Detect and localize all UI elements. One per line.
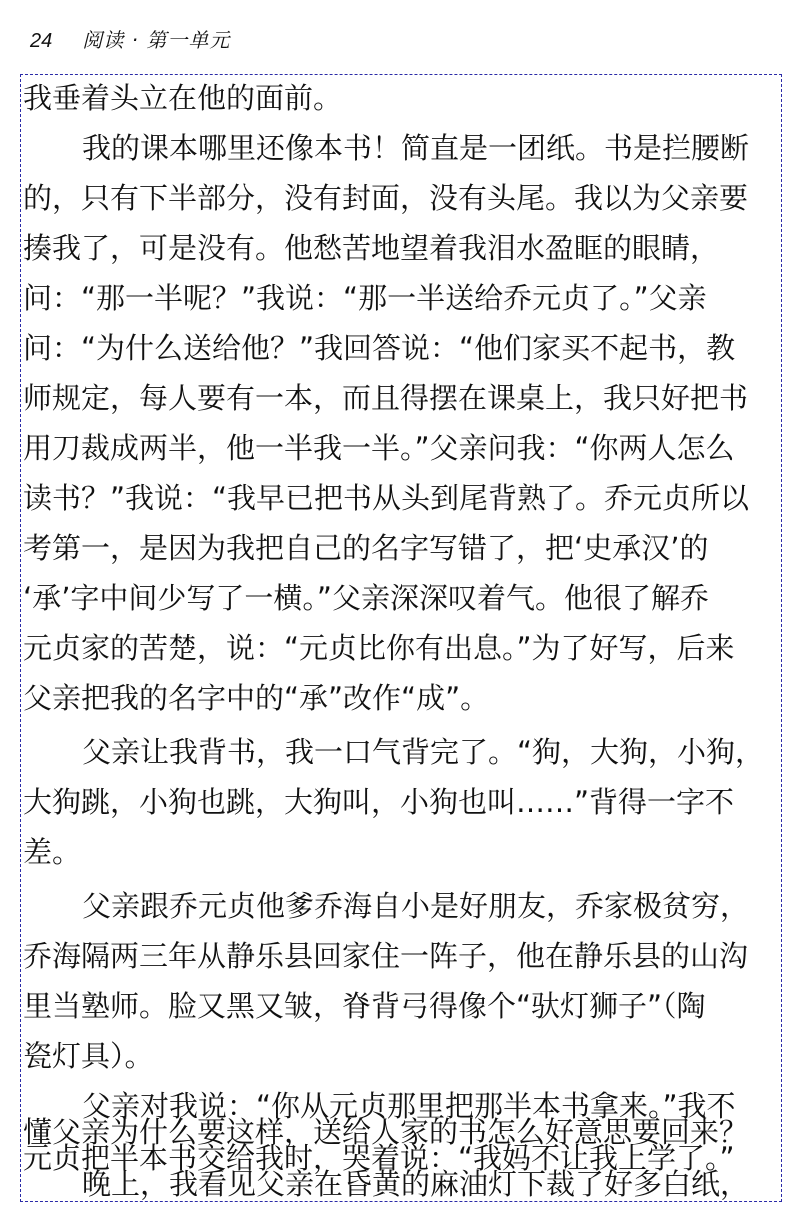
text-line: 里当塾师。脸又黑又皱，脊背弓得像个“驮灯狮子”（陶 bbox=[23, 989, 706, 1023]
text-line: 师规定，每人要有一本，而且得摆在课桌上，我只好把书 bbox=[23, 381, 749, 415]
text-line: 考第一，是因为我把自己的名字写错了，把‘史承汉’的 bbox=[23, 531, 709, 565]
text-line: 元贞把半本书交给我时，哭着说：“我妈不让我上学了。” bbox=[23, 1141, 735, 1175]
paragraph-start-line: 父亲跟乔元贞他爹乔海自小是好朋友，乔家极贫穷， bbox=[82, 889, 750, 923]
page-header bbox=[30, 24, 230, 54]
text-line: 懂父亲为什么要这样，送给人家的书怎么好意思要回来？ bbox=[23, 1115, 749, 1149]
text-line: 差。 bbox=[23, 835, 82, 869]
text-line: 揍我了，可是没有。他愁苦地望着我泪水盈眶的眼睛， bbox=[23, 231, 720, 265]
text-line: 的，只有下半部分，没有封面，没有头尾。我以为父亲要 bbox=[23, 181, 749, 215]
paragraph-start-line: 我的课本哪里还像本书！简直是一团纸。书是拦腰断 bbox=[82, 131, 750, 165]
text-line: 瓷灯具）。 bbox=[23, 1039, 154, 1073]
text-line: 问：“为什么送给他？”我回答说：“他们家买不起书，教 bbox=[23, 331, 736, 365]
paragraph-start-line: 晚上，我看见父亲在昏黄的麻油灯下裁了好多白纸， bbox=[82, 1167, 750, 1201]
text-line: 用刀裁成两半，他一半我一半。”父亲问我：“你两人怎么 bbox=[23, 431, 735, 465]
paragraph-start-line: 父亲对我说：“你从元贞那里把那半本书拿来。”我不 bbox=[82, 1089, 736, 1123]
text-line: ‘承’字中间少写了一横。”父亲深深叹着气。他很了解乔 bbox=[23, 581, 709, 615]
paragraph-start-line: 父亲让我背书，我一口气背完了。“狗，大狗，小狗， bbox=[82, 735, 765, 769]
text-line: 问：“那一半呢？”我说：“那一半送给乔元贞了。”父亲 bbox=[23, 281, 707, 315]
page-number: 24 bbox=[30, 30, 53, 52]
text-line: 父亲把我的名字中的“承”改作“成”。 bbox=[23, 681, 490, 715]
section-title: 阅读 · 第一单元 bbox=[82, 28, 231, 52]
text-line: 乔海隔两三年从静乐县回家住一阵子，他在静乐县的山沟 bbox=[23, 939, 749, 973]
text-line: 元贞家的苦楚，说：“元贞比你有出息。”为了好写，后来 bbox=[23, 631, 735, 665]
text-line: 读书？”我说：“我早已把书从头到尾背熟了。乔元贞所以 bbox=[23, 481, 750, 515]
text-line: 我垂着头立在他的面前。 bbox=[23, 81, 343, 115]
text-line: 大狗跳，小狗也跳，大狗叫，小狗也叫……”背得一字不 bbox=[23, 785, 735, 819]
